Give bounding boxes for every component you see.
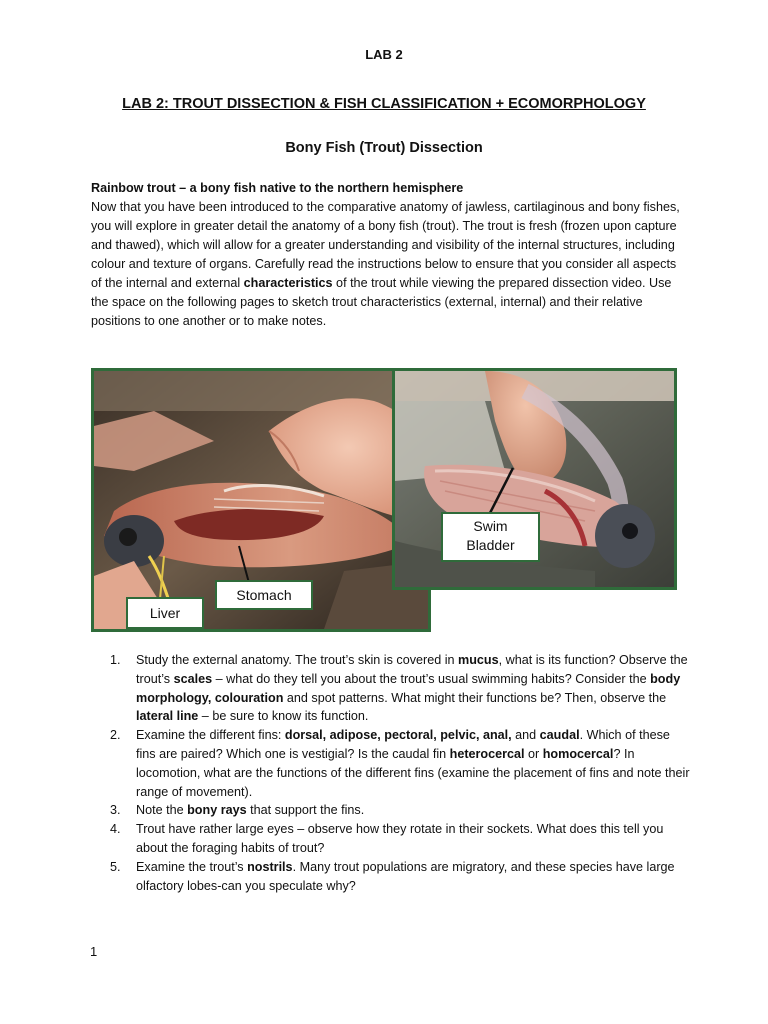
list-item-text: . Which of these fins are paired? Which one is vestigial? Is the caudal fin (136, 728, 670, 761)
list-item (100, 801, 690, 820)
list-item-bold-term: heterocercal (449, 746, 525, 761)
list-item-bold-term: mucus (458, 653, 499, 667)
list-item-bold-term: dorsal, adipose, pectoral, pelvic, anal, (284, 728, 512, 743)
swim-bladder-label-line1: Swim (473, 518, 508, 534)
list-item-text: and (511, 728, 540, 743)
running-header: LAB 2 (365, 47, 403, 62)
list-item-text: and spot patterns. What might their functions be? Then, observe the (283, 690, 667, 705)
list-item-text: – be sure to know its function. (198, 709, 369, 724)
list-item-bold-term: bony rays (187, 803, 247, 818)
list-item-text: – what do they tell you about the trout’s usual swimming habits? Consider the (212, 671, 651, 686)
list-item-text: Examine the different fins: (136, 728, 285, 743)
intro-lead: Rainbow trout – a bony fish native to the northern hemisphere (91, 181, 464, 195)
list-item-number: 5. (110, 859, 121, 874)
swim-bladder-label (441, 512, 540, 562)
intro-paragraph (91, 179, 681, 331)
list-item-text: Study the external anatomy. The trout’s skin is covered in (136, 653, 459, 667)
list-item (100, 651, 690, 726)
section-title: Bony Fish (Trout) Dissection (285, 140, 483, 156)
list-item-bold-term: scales (173, 671, 213, 686)
list-item-text: Note the (136, 803, 188, 818)
list-item-text: ? In locomotion, what are the functions of the different fins (examine the placement of fins and note their range of movement). (136, 746, 690, 799)
list-item-bold-term: homocercal (542, 746, 614, 761)
intro-text-2: of the trout while viewing the prepared dissection video. Use the space on the following pages to sketch trout characteristics (external, internal) and their relative positions to one another or to make notes. (91, 276, 672, 328)
list-item-number: 3. (110, 803, 121, 818)
swim-bladder-label-line2: Bladder (466, 537, 515, 553)
list-item (100, 820, 690, 858)
list-item-bold-term: caudal (539, 728, 580, 743)
liver-label: Liver (126, 597, 204, 629)
page-number: 1 (90, 944, 98, 959)
list-item-text: , what is its function? Observe the trout’s (136, 653, 688, 686)
list-item-text: that support the fins. (246, 803, 365, 818)
instruction-list (100, 651, 690, 895)
list-item (100, 726, 690, 801)
list-item-text: or (524, 746, 543, 761)
list-item-text: Examine the trout’s (136, 859, 248, 874)
list-item-text: Trout have rather large eyes – observe how they rotate in their sockets. What does this tell you about the foraging habits of trout? (136, 822, 664, 855)
intro-text-1: Now that you have been introduced to the comparative anatomy of jawless, cartilaginous and bony fishes, you will explore in greater detail the anatomy of a bony fish (trout). The trout is fresh (frozen upon capture and thawed), which will allow for a greater understanding and visibility of the internal structures, including colour and texture of organs. Carefully read the instructions below to ensure that you consider all aspects of the internal and external (91, 200, 680, 290)
intro-bold-characteristics: characteristics (243, 276, 333, 290)
list-item-number: 4. (110, 822, 121, 837)
list-item-bold-term: body morphology, colouration (136, 671, 681, 705)
lab-title: LAB 2: TROUT DISSECTION & FISH CLASSIFICATION + ECOMORPHOLOGY (122, 96, 646, 112)
list-item (100, 858, 690, 896)
list-item-text: . Many trout populations are migratory, and these species have large olfactory lobes-can you speculate why? (136, 859, 675, 893)
list-item-bold-term: lateral line (136, 709, 199, 724)
list-item-bold-term: nostrils (247, 859, 293, 874)
stomach-label: Stomach (215, 580, 313, 610)
list-item-number: 1. (110, 653, 121, 667)
list-item-number: 2. (110, 728, 121, 743)
